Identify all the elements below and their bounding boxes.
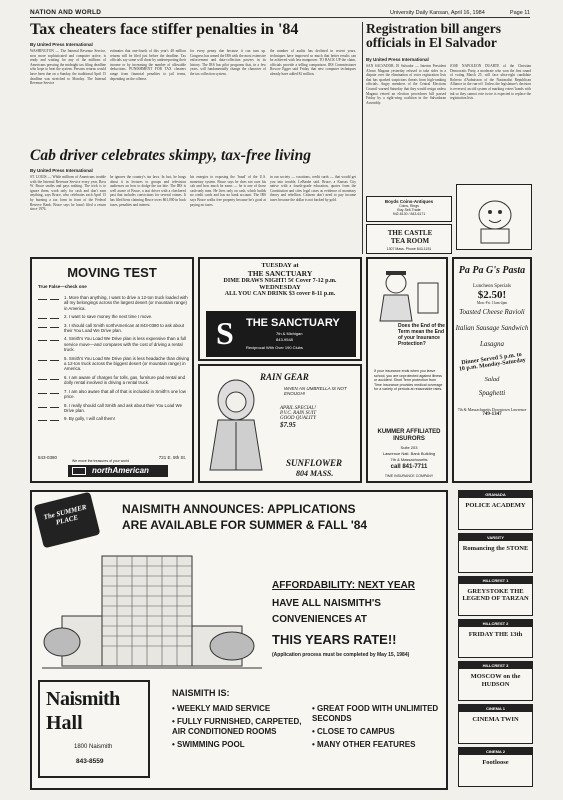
naismith-feature-text: WEEKLY MAID SERVICE: [177, 704, 271, 713]
raingear-sale-2: P.V.C. RAIN SUIT: [280, 411, 317, 416]
issue-date: University Daily Kansan, April 16, 1984: [390, 10, 485, 16]
kummer-body: If your insurance ends when you leave school, you are unprotected against illness or accident. Short Term protection from Time Insurance provides medical coverage for a variety of periods at reasonable rates.: [374, 369, 443, 391]
naismith-feature: [312, 727, 442, 737]
papags-luncheon: Luncheon Specials: [473, 284, 511, 289]
false-checkbox[interactable]: [50, 337, 59, 341]
false-checkbox[interactable]: [50, 296, 59, 300]
tax-column-4: the number of audits has declined in recent years, techniques have improved so much that better results can be achieved with less manpower. TO BACK UP the claim, officials provide a telling comparison. IRS Commissioner Roscoe Egger said Friday that new computer techniques already have added $1 million.: [270, 49, 356, 76]
papags-phone: 749-1347: [482, 412, 502, 417]
bullet-icon: •: [172, 704, 178, 713]
tearoom-name: THE CASTLE TEA ROOM: [387, 229, 433, 245]
sanctuary-l5: ALL YOU CAN DRINK $3 cover 8-11 p.m.: [224, 291, 336, 297]
naismith-logo-line2: Hall: [46, 712, 83, 734]
naismith-feature-text: MANY OTHER FEATURES: [317, 740, 416, 749]
papags-item-1: Toasted Cheese Ravioli: [459, 308, 525, 316]
cab-headline: Cab driver celebrates skimpy, tax-free living: [30, 147, 311, 164]
movie-title: MOSCOW on the HUDSON: [470, 673, 521, 688]
summer-place-text: The SUMMER PLACE: [42, 503, 88, 527]
movie-listing: [458, 533, 533, 573]
sanctuary-recip: Reciprocal With Over 190 Clubs: [246, 345, 303, 350]
page-number: Page 11: [509, 10, 530, 16]
movie-listings: [458, 490, 533, 790]
sanctuary-l2: THE SANCTUARY: [247, 269, 313, 278]
moving-test-item: [38, 416, 190, 421]
moving-test-item-text: 8. I really should call Smith and ask about their You Load We Drive plan.: [64, 402, 183, 413]
theater-name: HILLCREST 3: [459, 662, 532, 669]
theater-name: HILLCREST 2: [459, 620, 532, 627]
tax-column-2: estimates that one-fourth of this year's 48 million returns will be filed just before the deadline. Tax officials say some will cheat by underreporting their income or by increasing the number of allowable deductions. PUNISHMENT FOR TAX cheaters range from financial penalties to jail terms, depending on the offense.: [110, 49, 186, 81]
moving-test-item: [38, 336, 190, 352]
false-checkbox[interactable]: [50, 324, 59, 328]
moving-test-item: [38, 356, 190, 372]
sanctuary-l4: WEDNESDAY: [259, 284, 301, 291]
kummer-insurance-ad: [366, 257, 448, 483]
movie-listing: [458, 704, 533, 744]
naismith-is-label: NAISMITH IS:: [172, 688, 230, 698]
sanctuary-logo-icon: S: [216, 315, 234, 351]
moving-test-item-text: 1. More than anything, I want to drive a 12-ton truck loaded with all my belongings across the largest desert (or mountain range) in America.: [64, 295, 188, 311]
naismith-logo-line1: Naismith: [46, 688, 120, 710]
naismith-hall-ad: [30, 490, 448, 790]
moving-test-item-text: 9. By golly, I will call them!: [64, 416, 115, 422]
kummer-suite: Suite 203: [400, 445, 418, 450]
kummer-address: Lawrence Natl. Bank Building: [382, 451, 436, 456]
boyds-name: Boyds Coins-Antiques: [384, 199, 434, 204]
papags-address: 7th & Massachusetts Downtown Lawrence: [457, 407, 527, 412]
papa-gs-pasta-ad: [452, 257, 532, 483]
arrow-logo-icon: [72, 467, 86, 475]
papags-name: Pa Pa G's Pasta: [458, 265, 526, 276]
naismith-feature: [172, 740, 302, 750]
naismith-phone: 843-8559: [76, 758, 104, 765]
column-rule: [362, 22, 363, 254]
bullet-icon: •: [312, 740, 318, 749]
raingear-sale: [280, 406, 344, 429]
naismith-feature: [172, 704, 302, 714]
raingear-sale-1: APRIL SPECIAL!: [280, 406, 316, 411]
naismith-building-illustration: [42, 546, 262, 674]
registration-headline: Registration bill angers officials in El Salvador: [366, 21, 501, 50]
bullet-icon: •: [172, 740, 178, 749]
moving-test-item-text: 4. Smith's You Load We Drive plan is less expensive than a full service move—and compares with the cost of driving a rental truck.: [64, 336, 187, 353]
movie-listing: [458, 619, 533, 659]
true-checkbox[interactable]: [38, 296, 47, 300]
character-illustration-icon: [457, 185, 532, 250]
masthead: [30, 8, 530, 18]
boyds-coins-ad: [366, 196, 452, 222]
theater-name: HILLCREST 1: [459, 577, 532, 584]
moving-test-ad: [30, 257, 194, 483]
true-checkbox[interactable]: [38, 404, 47, 408]
papags-item-2: Italian Sausage Sandwich: [455, 324, 529, 332]
theater-name: CINEMA 1: [459, 705, 532, 712]
affordability-line-1: AFFORDABILITY: NEXT YEAR: [272, 580, 415, 591]
bullet-icon: •: [172, 717, 178, 726]
true-checkbox[interactable]: [38, 324, 47, 328]
true-checkbox[interactable]: [38, 390, 47, 394]
movie-title: POLICE ACADEMY: [465, 502, 526, 509]
movie-listing: [458, 490, 533, 530]
affordability-line-3: CONVENIENCES AT: [272, 614, 368, 625]
moving-test-item: [38, 295, 190, 311]
tax-headline: Tax cheaters face stiffer penalties in '84: [30, 21, 299, 38]
clipart-ad: [456, 184, 532, 250]
moving-test-item-text: 3. I should call Smith northAmerican at 843-0380 to ask about their You Load We Drive plan.: [64, 322, 185, 334]
cab-column-4: in our society — vacations, credit cards — that would get you into trouble, LeBaube said. Bruce, a Kansas City native with a fourth-grade education, quotes from the Constitution and cites legal cases as evidence of monetary theory and rebellion. Citizens don't need to pay income taxes because the dollar is not backed by gold.: [270, 175, 356, 202]
naismith-feature: [312, 740, 442, 750]
cab-column-1: ST. LOUIS — While millions of Americans trouble with the Internal Revenue Service every year, Ross W. Bruce smiles and pays nothing. The trick is to ignore them, work only for cash and don't earn anything, says Bruce, who celebrates each April 15 by burning a tax form in front of the Federal Reserve Bank. Bruce says he hasn't filed a return since 1976.: [30, 175, 106, 212]
naismith-feature-text: GREAT FOOD WITH UNLIMITED SECONDS: [312, 704, 439, 723]
sanctuary-phone: 843-9548: [276, 337, 293, 342]
application-deadline: (Application process must be completed by May 15, 1984): [272, 652, 410, 658]
true-checkbox[interactable]: [38, 337, 47, 341]
kummer-name: KUMMER AFFILIATED INSURORS: [377, 429, 441, 442]
papags-spaghetti: Spaghetti: [478, 389, 506, 397]
bullet-icon: •: [312, 727, 318, 736]
raincoat-figure-icon: [206, 370, 276, 480]
cab-byline: By United Press International: [30, 168, 93, 173]
movie-title: Footloose: [482, 759, 509, 767]
movie-title: GREYSTOKE THE LEGEND OF TARZAN: [462, 587, 529, 603]
moving-phone: 843-0380: [38, 455, 58, 460]
movie-listing: [458, 747, 533, 787]
moving-test-title: MOVING TEST: [67, 265, 157, 280]
raingear-ad: [198, 364, 362, 483]
sunflower-address: 804 MASS.: [296, 469, 334, 478]
movie-title: FRIDAY THE 13th: [468, 630, 523, 638]
section-label: NATION AND WORLD: [30, 9, 102, 16]
moving-test-list: [38, 295, 190, 425]
boyds-phone: 942-6130 / 843-6171: [392, 212, 426, 216]
castle-tearoom-ad: [366, 224, 452, 254]
naismith-headline-1: NAISMITH ANNOUNCES: APPLICATIONS: [122, 502, 356, 516]
moving-test-subtitle: True False—check one: [38, 284, 87, 289]
true-checkbox[interactable]: [38, 376, 47, 380]
naismith-logo-box: [38, 680, 150, 778]
registration-column-2: JOSE NAPOLEON DUARTE of the Christian Democratic Party, a moderate who won the first round of voting March 25, will face ultra-right candidate Roberto d'Aubuisson of the Nationalist Republican Alliance in the run-off. Unless the legislature's decision is reversed, an old system of marking voters' hands with ink so they cannot vote twice is expected to replace the registration lists.: [450, 64, 531, 101]
sanctuary-l3: DIME DRAWS NIGHT! 5¢ Cover 7-12 p.m.: [223, 278, 337, 284]
kummer-question: Does the End of the Term mean the End of your Insurance Protection?: [398, 323, 445, 347]
false-checkbox[interactable]: [50, 390, 59, 394]
moving-address: 721 E. 9th St.: [158, 455, 186, 460]
raingear-price: $7.95: [280, 421, 296, 429]
false-checkbox[interactable]: [50, 417, 59, 421]
naismith-feature-text: SWIMMING POOL: [177, 740, 245, 749]
papags-item-3: Lasagna: [479, 340, 505, 348]
moving-test-item: [38, 314, 190, 319]
naismith-headline-2: ARE AVAILABLE FOR SUMMER & FALL '84: [122, 518, 368, 532]
moving-test-item: [38, 375, 190, 386]
naismith-feature-text: FULLY FURNISHED, CARPETED, AIR CONDITIONED ROOMS: [172, 717, 302, 736]
movie-listing: [458, 576, 533, 616]
naismith-feature: [172, 717, 302, 737]
moving-test-item-text: 6. I am aware of charges for tolls, gas, furniture pad rental and dolly rental involved in driving a rental truck.: [64, 374, 186, 386]
false-checkbox[interactable]: [50, 376, 59, 380]
moving-test-item: [38, 403, 190, 414]
affordability-line-4: THIS YEARS RATE!!: [272, 632, 397, 647]
movie-title: CINEMA TWIN: [472, 716, 519, 724]
registration-byline: By United Press International: [366, 57, 429, 62]
kummer-address-2: 7th & Massachusetts: [390, 457, 428, 462]
tax-column-3: for every penny due because it can turn up. Congress has armed the IRS with the most extensive enforcement and data-collection powers in its history. The IRS has pilot programs that, in a few years, will fundamentally change the character of the tax collection system.: [190, 49, 266, 76]
false-checkbox[interactable]: [50, 315, 59, 319]
sanctuary-name: THE SANCTUARY: [246, 317, 340, 329]
registration-column-1: SAN SALVADOR, El Salvador — Interim President Alvaro Magana yesterday refused to take sides in a dispute over the elimination of voter registration lists that has sparked suspicions threats from high-ranking officials. Angry members of the Central Elections Council warned Saturday that they would resign unless Magana vetoed an election procedures bill passed Friday by a right-wing coalition in the Salvadoran Assembly.: [366, 64, 446, 105]
northamerican-logo: [68, 465, 168, 477]
false-checkbox[interactable]: [50, 357, 59, 361]
moving-test-item-text: 5. Smith's You Load We Drive plan is less headache than driving a 12-ton truck across the biggest desert (or mountain range) in America.: [64, 355, 190, 372]
bullet-icon: •: [312, 704, 318, 713]
naismith-features-left: [172, 704, 302, 753]
naismith-feature-text: CLOSE TO CAMPUS: [317, 727, 395, 736]
cab-column-3: his energies to exposing the 'fraud' of the U.S. monetary system. Bruce says he does not own his cab and how much he earns — he is one of those cash-only men. He lives only on cash, which builds no credit cards and has no bank account. The IRS says Bruce walks free property because he's good at paying no taxes.: [190, 175, 266, 207]
papags-dinner: Dinner Served 5 p.m. to 10 p.m. Monday-Saturday: [458, 351, 527, 373]
kummer-footer: TIME INSURANCE COMPANY: [384, 474, 434, 478]
movie-listing: [458, 661, 533, 701]
theater-name: VARSITY: [459, 534, 532, 541]
affordability-line-2: HAVE ALL NAISMITH'S: [272, 598, 381, 609]
raingear-sale-3: GOOD QUALITY: [280, 416, 316, 421]
moving-test-item: [38, 389, 190, 400]
kummer-phone: call 841-7711: [390, 464, 428, 470]
raingear-title: RAIN GEAR: [260, 372, 309, 382]
moving-test-item-text: 7. I am also aware that all of that is included in Smith's one low price.: [64, 388, 186, 400]
moving-test-item: [38, 323, 190, 334]
sanctuary-ad: [198, 257, 362, 361]
raingear-bubble: WHEN AN UMBRELLA IS NOT ENOUGH!: [284, 386, 347, 396]
boyds-line2: Coins, Rings: [399, 204, 419, 208]
northamerican-brand: northAmerican: [92, 466, 149, 475]
movie-title: Romancing the STONE: [462, 544, 529, 552]
theater-name: GRANADA: [459, 491, 532, 498]
true-checkbox[interactable]: [38, 357, 47, 361]
tax-column-1: WASHINGTON — The Internal Revenue Service, now more sophisticated and computer active, is ready and waiting for any of the millions of Americans pressing the midnight tax filing deadline who hope to beat the system. Persons returns would have been due on a Sunday, the traditional April 15 deadline was stretched to Monday. The Internal Revenue Service: [30, 49, 106, 86]
sunflower-name: SUNFLOWER: [286, 458, 343, 468]
summer-place-flag: [34, 492, 101, 549]
true-checkbox[interactable]: [38, 417, 47, 421]
tearoom-address: 1307 Mass. Phone 843-1151: [386, 247, 432, 251]
boyds-line3: Buy-Sell-Trade: [397, 208, 421, 212]
false-checkbox[interactable]: [50, 404, 59, 408]
moving-tagline: We move the treasures of your world: [72, 459, 130, 463]
papags-price: $2.50!: [477, 289, 507, 301]
sanctuary-address: 7th & Michigan: [276, 331, 303, 336]
sanctuary-l1: TUESDAY at: [261, 262, 299, 269]
naismith-features-right: [312, 704, 442, 753]
sanctuary-banner: [206, 311, 356, 357]
naismith-feature: [312, 704, 442, 724]
moving-test-item-text: 2. I want to save money the next time I move.: [64, 314, 153, 320]
papags-days: Mon.-Fri. 11am-2pm: [476, 301, 508, 305]
graduate-illustration-icon: [374, 263, 444, 323]
cab-column-2: he ignores the country's tax laws. In fact, he brags about it in lectures to groups and television audiences on how to dodge the tax bite. The IRS is well aware of Bruce, a taxi driver with a checkered past that includes convictions for several crimes. It has filed liens claiming Bruce owes $61,000 in back taxes, penalties and interest.: [110, 175, 186, 207]
naismith-address: 1800 Naismith: [74, 744, 113, 750]
theater-name: CINEMA 2: [459, 748, 532, 755]
tax-byline: By United Press International: [30, 42, 93, 47]
true-checkbox[interactable]: [38, 315, 47, 319]
papags-salad: Salad: [484, 376, 500, 383]
